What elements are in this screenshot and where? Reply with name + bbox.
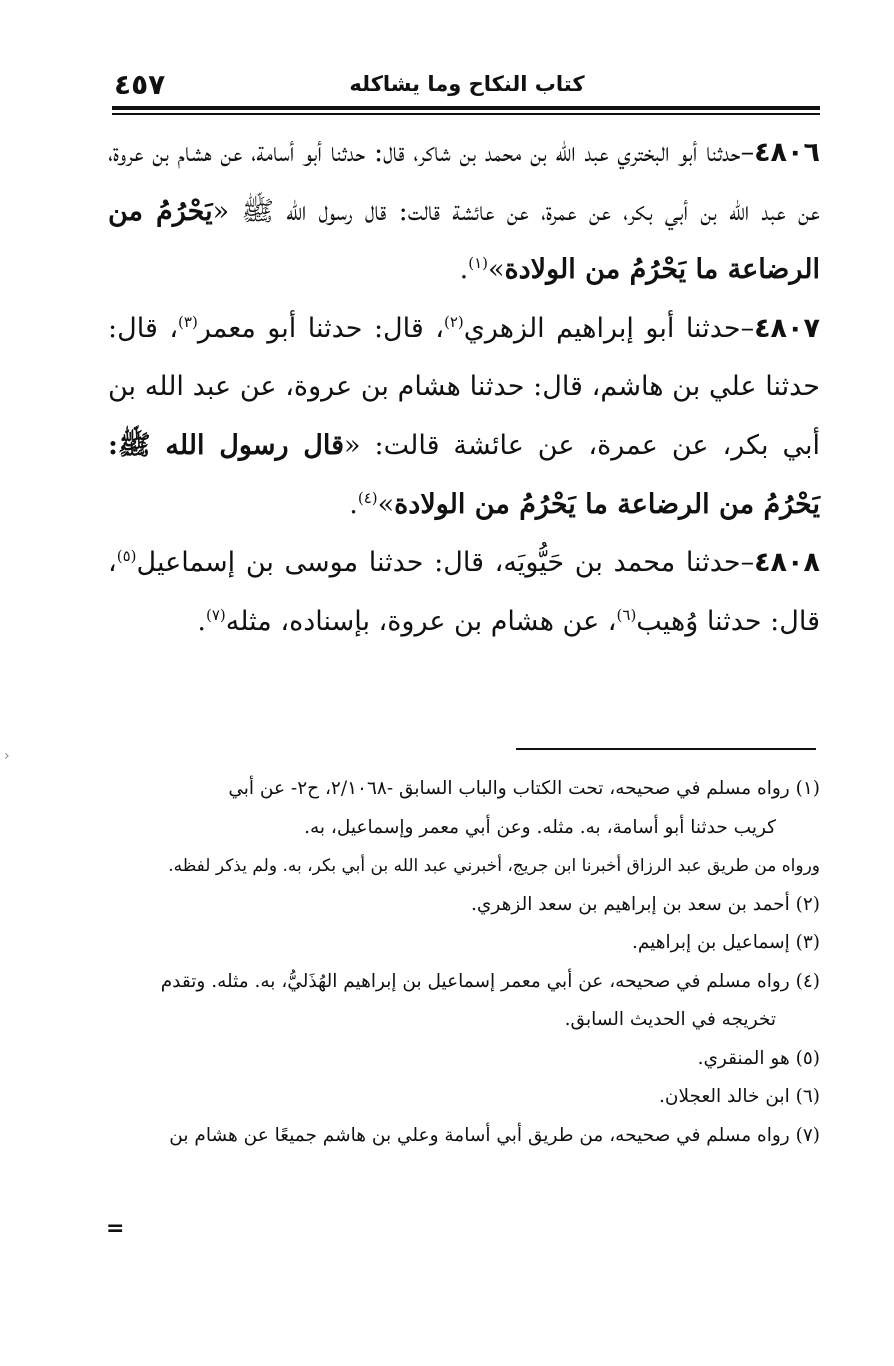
footnote-1-continued: كريب حدثنا أبو أسامة، به. مثله. وعن أبي معمر وإسماعيل، به. — [304, 816, 776, 838]
footnote-separator — [516, 748, 816, 750]
footnote-3: (٣) إسماعيل بن إبراهيم. — [631, 932, 820, 953]
hadith-4806 — [108, 124, 820, 300]
page-header — [112, 62, 820, 108]
footnote-7: (٧) رواه مسلم في صحيحه، من طريق أبي أسامة وعلي بن هاشم جميعًا عن هشام بن — [169, 1124, 820, 1146]
continued-mark: = — [106, 1216, 125, 1241]
header-rule-thick — [112, 106, 820, 110]
hadith-4808 — [108, 534, 820, 651]
margin-mark: › — [4, 748, 10, 764]
footnote-5: (٥) هو المنقري. — [697, 1047, 820, 1069]
footnote-4-continued: تخريجه في الحديث السابق. — [564, 1009, 776, 1030]
footnote-4: (٤) رواه مسلم في صحيحه، عن أبي معمر إسماعيل بن إبراهيم الهُذَليُّ، به. مثله. وتقدم — [160, 970, 820, 992]
footnote-ref-6: (٦) — [616, 605, 637, 624]
hadith-number: ٤٨٠٨ — [754, 547, 820, 579]
hadith-matn: قال رسول الله ﷺ: يَحْرُمُ من الرضاعة ما يَحْرُمُ من الولادة — [108, 429, 820, 520]
hadith-text: . — [459, 254, 469, 286]
hadith-text: . — [197, 605, 206, 637]
hadith-text: ، قال: حدثنا وُهيب — [108, 547, 820, 637]
hadith-text: –حدثنا محمد بن حَيُّويَه، قال: حدثنا موسى بن إسماعيل — [136, 547, 755, 579]
hadith-text: ، قال: حدثنا أبو معمر — [197, 312, 444, 344]
hadith-text: ، عن هشام بن عروة، بإسناده، مثله — [225, 605, 617, 637]
hadith-number: ٤٨٠٧ — [754, 312, 820, 344]
footnote-ref-4: (٤) — [357, 488, 378, 507]
hadith-text: –حدثنا أبو البختري عبد الله بن محمد بن شاكر، قال: حدثنا أبو أسامة، عن هشام بن عروة، عن عبد الله بن أبي بكر، عن عمرة، عن عائشة قالت: قال رسول الله ﷺ « — [108, 137, 820, 227]
footnotes — [108, 770, 820, 1155]
hadith-text: –حدثنا أبو إبراهيم الزهري — [463, 312, 755, 344]
footnote-1: (١) رواه مسلم في صحيحه، تحت الكتاب والباب السابق -٢/١٠٦٨، ح٢- عن أبي — [228, 778, 820, 799]
main-text — [108, 124, 820, 651]
hadith-text: . — [349, 488, 358, 520]
footnote-1-extra: ورواه من طريق عبد الرزاق أخبرنا ابن جريج، أخبرني عبد الله بن أبي بكر، به. ولم يذكر لفظه. — [168, 856, 820, 876]
footnote-ref-7: (٧) — [205, 605, 226, 624]
hadith-matn: يَحْرُمُ من الرضاعة ما يَحْرُمُ من الولادة — [108, 195, 820, 286]
footnote-6: (٦) ابن خالد العجلان. — [659, 1086, 820, 1107]
header-rule-thin — [112, 113, 820, 115]
footnote-ref-3: (٣) — [178, 312, 198, 331]
hadith-4807 — [108, 300, 820, 534]
book-title: كتاب النكاح وما يشاكله — [349, 72, 585, 96]
hadith-number: ٤٨٠٦ — [754, 137, 820, 168]
hadith-text: » — [487, 254, 505, 286]
footnote-ref-1: (١) — [468, 254, 488, 273]
hadith-text: ، قال: حدثنا علي بن هاشم، قال: حدثنا هشام بن عروة، عن عبد الله بن أبي بكر، عن عمرة، عن عائشة قالت: « — [108, 312, 820, 461]
footnote-ref-5: (٥) — [116, 547, 137, 566]
footnote-ref-2: (٢) — [444, 312, 464, 331]
page-number: ٤٥٧ — [114, 68, 166, 101]
hadith-text: » — [377, 488, 395, 520]
footnote-2: (٢) أحمد بن سعد بن إبراهيم بن سعد الزهري. — [471, 893, 820, 915]
